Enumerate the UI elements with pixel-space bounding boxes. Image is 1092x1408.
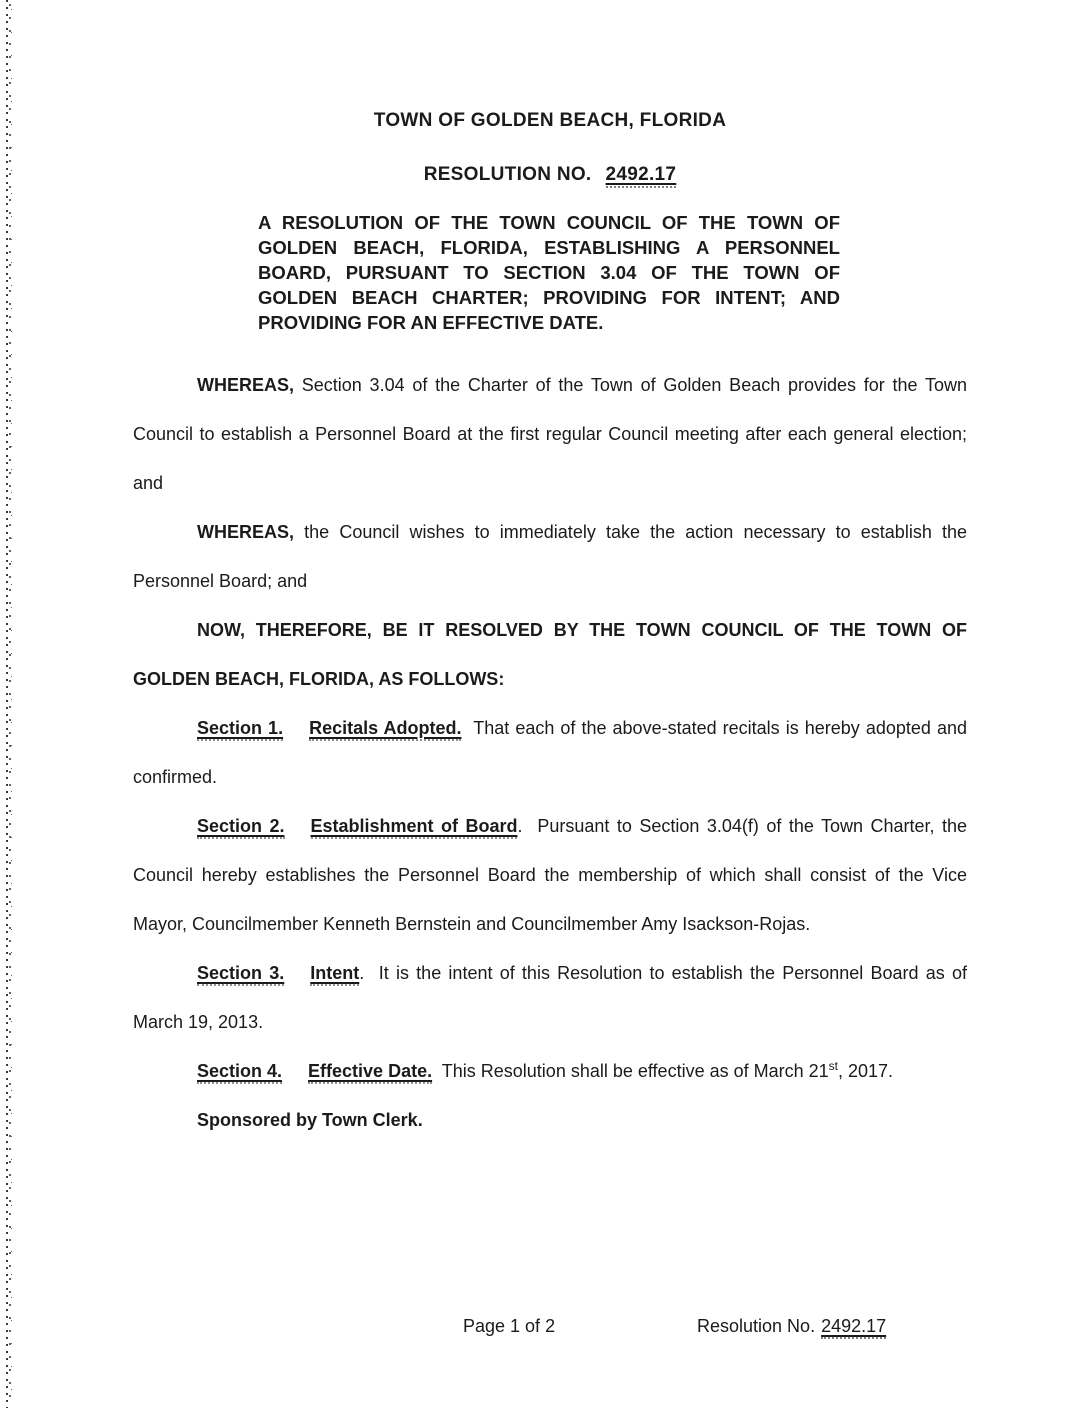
section-number: Section 4.	[197, 1061, 282, 1084]
whereas-text: the Council wishes to immediately take the action necessary to establish the Personnel Board; and	[133, 522, 973, 591]
section-title: Establishment of Board	[311, 816, 518, 839]
whereas-text: Section 3.04 of the Charter of the Town of Golden Beach provides for the Town Council to establish a Personnel Board at the first regular Council meeting after each general election; and	[133, 375, 973, 493]
sponsored-line: Sponsored by Town Clerk.	[197, 1110, 423, 1130]
whereas-lead: WHEREAS,	[197, 375, 295, 395]
ordinal-superscript: st	[828, 1059, 838, 1073]
section-4-paragraph	[133, 1047, 967, 1096]
section-1-paragraph	[133, 704, 973, 802]
page-number: Page 1 of 2	[463, 1316, 556, 1336]
document-title: TOWN OF GOLDEN BEACH, FLORIDA	[373, 110, 727, 131]
whereas-paragraph-2	[133, 508, 973, 606]
section-text: . It is the intent of this Resolution to establish the Personnel Board as of March 19, 2013.	[133, 963, 973, 1032]
section-text-after: , 2017.	[837, 1061, 894, 1081]
whereas-paragraph-1	[133, 361, 973, 508]
section-title: Intent	[310, 963, 359, 986]
section-number: Section 1.	[197, 718, 283, 741]
section-title: Effective Date.	[308, 1061, 432, 1084]
section-text: This Resolution shall be effective as of March 21	[432, 1061, 829, 1081]
section-text: . Pursuant to Section 3.04(f) of the Town Charter, the Council hereby establishes the Personnel Board the membership of which shall consist of the Vice Mayor, Councilmember Kenneth Bernstein and Councilmember Amy Isackson-Rojas.	[133, 816, 973, 934]
now-therefore-paragraph: NOW, THEREFORE, BE IT RESOLVED BY THE TOWN COUNCIL OF THE TOWN OF GOLDEN BEACH, FLORIDA, AS FOLLOWS:	[133, 620, 967, 689]
footer-resolution-label: Resolution No.	[697, 1316, 816, 1336]
resolution-label: RESOLUTION NO.	[423, 164, 592, 185]
resolution-heading	[133, 164, 967, 186]
document-content	[133, 110, 973, 1145]
section-3-paragraph	[133, 949, 973, 1047]
resolution-number: 2492.17	[606, 164, 677, 188]
scan-noise-artifact	[5, 0, 12, 1408]
section-title: Recitals Adopted.	[309, 718, 461, 741]
section-2-paragraph	[133, 802, 973, 949]
footer-resolution-number: 2492.17	[821, 1316, 886, 1339]
section-number: Section 2.	[197, 816, 285, 839]
whereas-lead: WHEREAS,	[197, 522, 295, 542]
section-text: That each of the above-stated recitals is hereby adopted and confirmed.	[133, 718, 973, 787]
resolution-summary-paragraph: A RESOLUTION OF THE TOWN COUNCIL OF THE TOWN OF GOLDEN BEACH, FLORIDA, ESTABLISHING A PERSONNEL BOARD, PURSUANT TO SECTION 3.04 OF THE TOWN OF GOLDEN BEACH CHARTER; PROVIDING FOR INTENT; AND PROVIDING FOR AN EFFECTIVE DATE.	[258, 212, 840, 333]
section-number: Section 3.	[197, 963, 284, 986]
footer-resolution-ref	[697, 1316, 886, 1337]
